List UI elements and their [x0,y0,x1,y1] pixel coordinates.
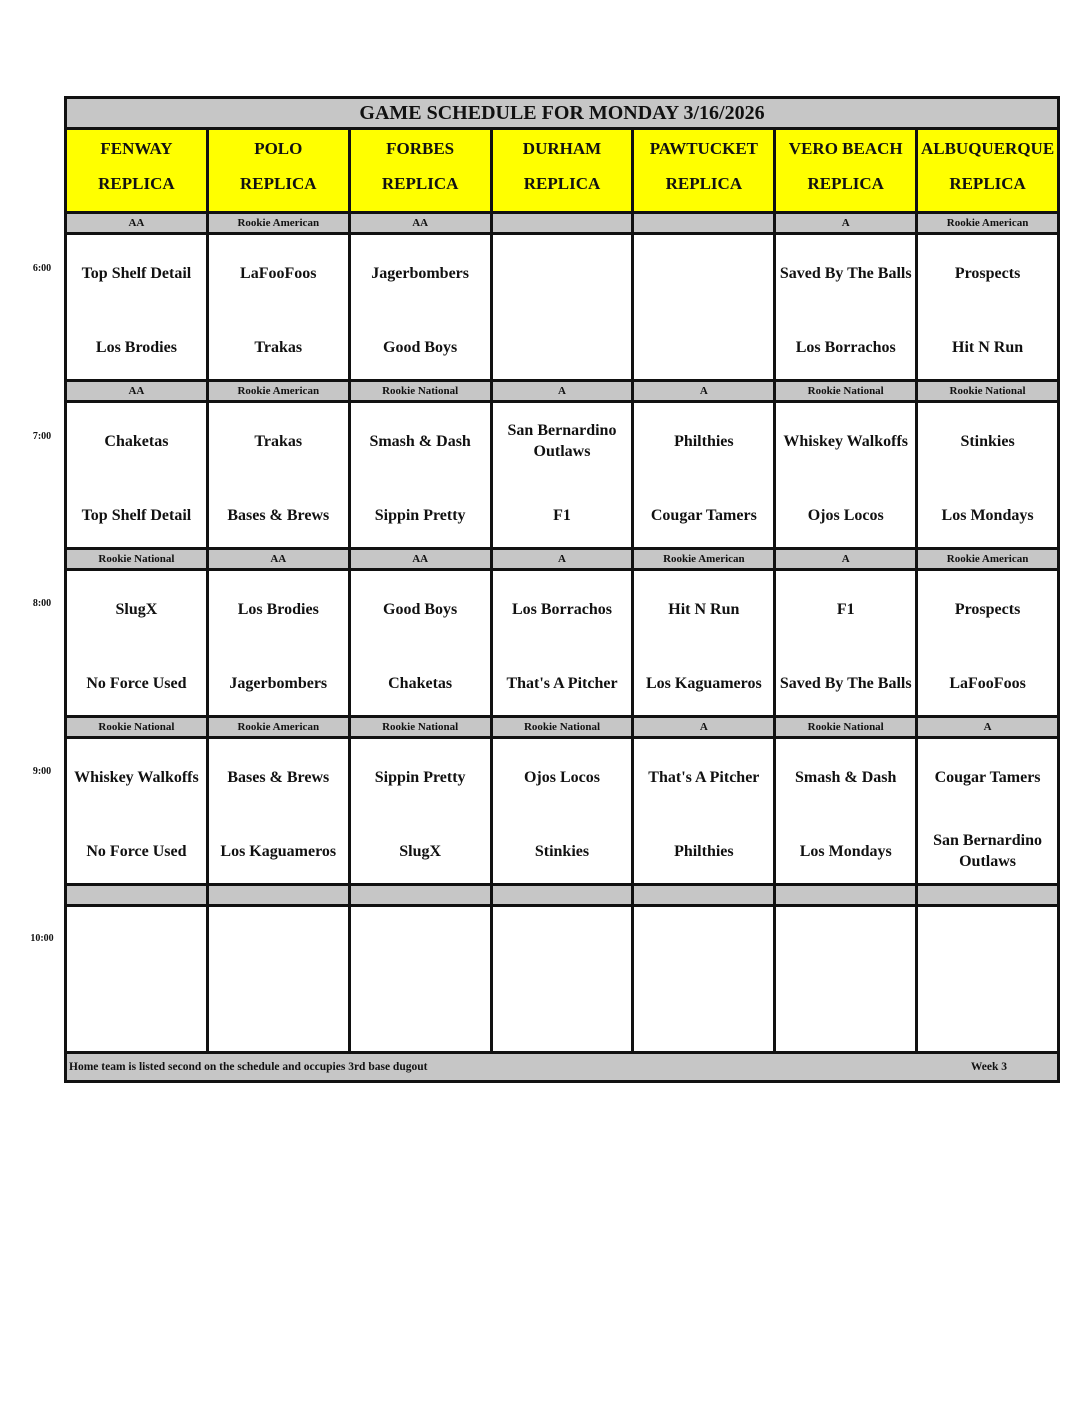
division-label [209,886,348,904]
division-label: Rookie American [634,550,773,568]
game-cell [776,403,915,547]
division-label: AA [209,550,348,568]
game-row [67,403,1057,547]
game-cell [634,907,773,1051]
division-label: Rookie American [918,550,1057,568]
division-label [493,886,632,904]
field-name: ALBUQUERQUE [920,139,1055,158]
home-team: Ojos Locos [807,506,884,524]
game-cell [918,235,1057,379]
week-label: Week 3 [970,1061,1007,1073]
division-row [67,214,1057,232]
division-label [351,886,490,904]
home-team: Jagerbombers [229,674,328,692]
away-team: Cougar Tamers [934,768,1041,786]
game-cell [351,571,490,715]
game-cell [918,403,1057,547]
game-cell [351,739,490,883]
home-team: LaFooFoos [949,674,1026,692]
away-team: San Bernardino Outlaws [507,422,617,460]
game-cell [493,235,632,379]
home-team: Cougar Tamers [650,506,757,524]
field-sub: REPLICA [98,174,175,193]
field-header [493,130,632,211]
away-team: Philthies [674,432,734,450]
away-team: Prospects [954,264,1021,282]
field-sub: REPLICA [381,174,459,193]
away-team: SlugX [115,600,158,618]
field-header [634,130,773,211]
division-label: AA [351,550,490,568]
game-cell [351,403,490,547]
field-name: VERO BEACH [788,139,903,158]
away-team: Chaketas [104,432,169,450]
division-row [67,550,1057,568]
game-cell [634,235,773,379]
game-row [67,571,1057,715]
home-team: Hit N Run [952,338,1024,356]
game-cell [634,739,773,883]
division-label: Rookie National [67,718,206,736]
home-team: Good Boys [383,338,458,356]
division-label: A [918,718,1057,736]
field-header [209,130,348,211]
field-sub: REPLICA [949,174,1026,193]
field-name: FORBES [386,139,455,158]
home-team: Bases & Brews [227,506,330,524]
field-header [776,130,915,211]
home-team: Chaketas [388,674,453,692]
away-team: Trakas [254,432,303,450]
field-name: PAWTUCKET [649,139,758,158]
game-cell [67,403,206,547]
division-row [67,886,1057,904]
division-label: Rookie National [493,718,632,736]
field-header [67,130,206,211]
away-team: Los Brodies [237,600,319,618]
game-cell [67,739,206,883]
home-team: Trakas [254,338,303,356]
game-cell [918,571,1057,715]
time-label-7: 7:00 [32,431,52,442]
game-cell [493,739,632,883]
away-team: Los Borrachos [511,600,612,618]
time-slots [67,214,1057,1051]
game-cell [493,571,632,715]
away-team: LaFooFoos [240,264,317,282]
home-team: Los Mondays [799,842,892,860]
division-label [776,886,915,904]
game-row [67,907,1057,1051]
game-cell [776,907,915,1051]
division-label: A [634,382,773,400]
division-label [634,886,773,904]
division-label [67,886,206,904]
division-label: Rookie American [209,214,348,232]
away-team: Good Boys [383,600,458,618]
home-team: Los Kaguameros [220,842,337,860]
division-label: Rookie National [918,382,1057,400]
game-cell [67,571,206,715]
game-cell [67,907,206,1051]
home-team: F1 [553,506,571,524]
game-cell [918,907,1057,1051]
away-team: Ojos Locos [523,768,600,786]
home-team: Los Kaguameros [645,674,762,692]
schedule-table [64,96,1060,1083]
game-cell [776,235,915,379]
time-label-9: 9:00 [32,766,52,777]
home-team: No Force Used [86,842,187,860]
game-cell [209,739,348,883]
away-team: Whiskey Walkoffs [783,432,909,450]
division-label: A [634,718,773,736]
field-header [351,130,490,211]
footer-note: Home team is listed second on the schedule and occupies 3rd base dugout [69,1061,428,1073]
division-label: AA [67,214,206,232]
home-team: Los Brodies [95,338,177,356]
division-label: AA [351,214,490,232]
division-label: Rookie National [351,382,490,400]
field-header-row [67,130,1057,211]
division-label: A [776,550,915,568]
away-team: Bases & Brews [227,768,330,786]
home-team: Philthies [674,842,734,860]
game-row [67,739,1057,883]
field-sub: REPLICA [807,174,884,193]
division-label: A [776,214,915,232]
schedule-title: GAME SCHEDULE FOR MONDAY 3/16/2026 [67,99,1057,130]
away-team: Whiskey Walkoffs [74,768,199,786]
away-team: That's A Pitcher [648,768,760,786]
away-team: Stinkies [960,432,1015,450]
field-name: FENWAY [100,139,173,158]
game-cell [493,403,632,547]
division-label: Rookie National [776,382,915,400]
schedule-footer [67,1051,1057,1080]
home-team: No Force Used [86,674,187,692]
game-cell [776,571,915,715]
game-cell [776,739,915,883]
time-label-10: 10:00 [30,933,54,944]
home-team: Los Borrachos [795,338,896,356]
field-sub: REPLICA [240,174,317,193]
game-cell [209,571,348,715]
away-team: Saved By The Balls [779,264,912,282]
game-cell [67,235,206,379]
division-label: Rookie American [209,718,348,736]
game-cell [493,907,632,1051]
game-cell [209,235,348,379]
home-team: Saved By The Balls [779,674,912,692]
division-label [918,886,1057,904]
away-team: Smash & Dash [369,432,471,450]
away-team: Top Shelf Detail [81,264,192,282]
home-team: SlugX [399,842,442,860]
game-cell [209,907,348,1051]
division-label: Rookie American [918,214,1057,232]
home-team: Sippin Pretty [374,506,466,524]
away-team: Hit N Run [668,600,740,618]
home-team: Stinkies [534,842,590,860]
division-label [493,214,632,232]
game-cell [351,235,490,379]
game-cell [351,907,490,1051]
division-label: A [493,550,632,568]
away-team: Smash & Dash [795,768,897,786]
away-team: F1 [836,600,855,618]
home-team: Los Mondays [941,506,1034,524]
division-label: Rookie National [67,550,206,568]
game-cell [209,403,348,547]
division-label: Rookie National [776,718,915,736]
game-row [67,235,1057,379]
home-team: Top Shelf Detail [81,506,192,524]
home-team: That's A Pitcher [506,674,618,692]
home-team: San Bernardino Outlaws [933,832,1043,870]
away-team: Sippin Pretty [374,768,466,786]
field-sub: REPLICA [523,174,601,193]
field-name: DURHAM [522,139,602,158]
away-team: Prospects [954,600,1021,618]
division-label: Rookie National [351,718,490,736]
game-cell [634,403,773,547]
division-label [634,214,773,232]
time-label-6: 6:00 [32,263,52,274]
away-team: Jagerbombers [371,264,470,282]
division-row [67,718,1057,736]
field-name: POLO [254,139,303,158]
time-label-8: 8:00 [32,598,52,609]
field-sub: REPLICA [665,174,743,193]
field-header [918,130,1057,211]
division-label: AA [67,382,206,400]
game-cell [918,739,1057,883]
division-row [67,382,1057,400]
game-cell [634,571,773,715]
division-label: A [493,382,632,400]
division-label: Rookie American [209,382,348,400]
